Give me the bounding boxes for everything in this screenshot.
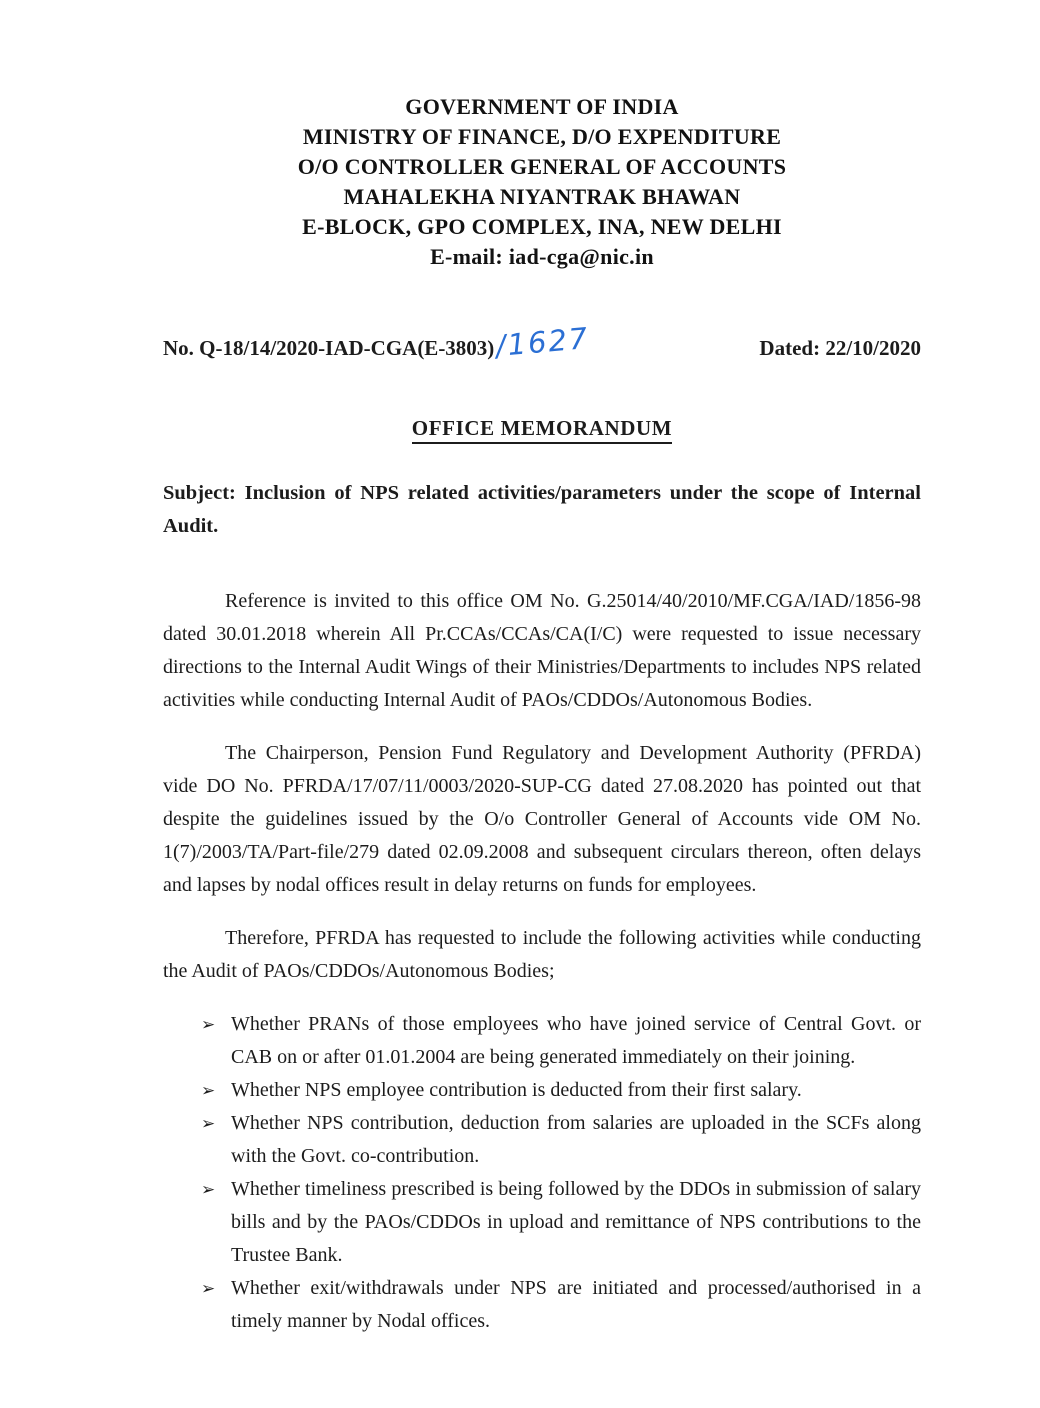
activity-list — [201, 1008, 921, 1338]
document-content — [163, 0, 921, 1338]
list-item — [201, 1074, 921, 1107]
list-item — [201, 1272, 921, 1338]
arrow-bullet-icon: ➢ — [201, 1015, 216, 1035]
reference-line — [163, 320, 921, 364]
paragraph-therefore: Therefore, PFRDA has requested to include the following activities while conducting the Audit of PAOs/CDDOs/Autonomous Bodies; — [163, 927, 921, 982]
list-item-text: Whether timeliness prescribed is being followed by the DDOs in submission of salary bills and by the PAOs/CDDOs in upload and remittance of NPS contributions to the Trustee Bank. — [231, 1178, 921, 1266]
letterhead-line-email: E-mail: iad-cga@nic.in — [430, 244, 654, 269]
list-item-text: Whether NPS contribution, deduction from salaries are uploaded in the SCFs along with the Govt. co-contribution. — [231, 1112, 921, 1167]
handwritten-dispatch-number: /1627 — [494, 320, 591, 364]
arrow-bullet-icon: ➢ — [201, 1279, 216, 1299]
list-item-text: Whether exit/withdrawals under NPS are initiated and processed/authorised in a timely manner by Nodal offices. — [231, 1277, 921, 1332]
list-item — [201, 1008, 921, 1074]
letterhead-line-office: O/O CONTROLLER GENERAL OF ACCOUNTS — [297, 154, 787, 179]
paragraph-reference: Reference is invited to this office OM No. G.25014/40/2010/MF.CGA/IAD/1856-98 dated 30.01.2018 wherein All Pr.CCAs/CCAs/CA(I/C) were requested to issue necessary directions to the Internal Audit Wings of their Ministries/Departments to includes NPS related activities while conducting Internal Audit of PAOs/CDDOs/Autonomous Bodies. — [163, 590, 921, 711]
subject-line: Subject: Inclusion of NPS related activities/parameters under the scope of Internal Audit. — [163, 482, 921, 537]
arrow-bullet-icon: ➢ — [201, 1081, 216, 1101]
letterhead-line-building: MAHALEKHA NIYANTRAK BHAWAN — [343, 184, 741, 209]
paragraph-pfrda: The Chairperson, Pension Fund Regulatory and Development Authority (PFRDA) vide DO No. PFRDA/17/07/11/0003/2020-SUP-CG dated 27.08.2020 has pointed out that despite the guidelines issued by the O/o Controller General of Accounts vide OM No. 1(7)/2003/TA/Part-file/279 dated 02.09.2008 and subsequent circulars thereon, often delays and lapses by nodal offices result in delay returns on funds for employees. — [163, 742, 921, 896]
letterhead-line-org: GOVERNMENT OF INDIA — [405, 94, 679, 119]
letterhead-line-address: E-BLOCK, GPO COMPLEX, INA, NEW DELHI — [302, 214, 782, 239]
arrow-bullet-icon: ➢ — [201, 1180, 216, 1200]
document-date: Dated: 22/10/2020 — [759, 336, 921, 360]
letterhead — [163, 0, 921, 272]
list-item — [201, 1173, 921, 1272]
letterhead-line-ministry: MINISTRY OF FINANCE, D/O EXPENDITURE — [302, 124, 782, 149]
list-item-text: Whether NPS employee contribution is deducted from their first salary. — [231, 1079, 802, 1101]
list-item-text: Whether PRANs of those employees who have joined service of Central Govt. or CAB on or after 01.01.2004 are being generated immediately on their joining. — [231, 1013, 921, 1068]
reference-number-group — [163, 320, 591, 364]
reference-number: No. Q-18/14/2020-IAD-CGA(E-3803) — [163, 336, 495, 360]
list-item — [201, 1107, 921, 1173]
arrow-bullet-icon: ➢ — [201, 1114, 216, 1134]
memo-title-text: OFFICE MEMORANDUM — [412, 416, 672, 444]
memo-title — [163, 416, 921, 441]
